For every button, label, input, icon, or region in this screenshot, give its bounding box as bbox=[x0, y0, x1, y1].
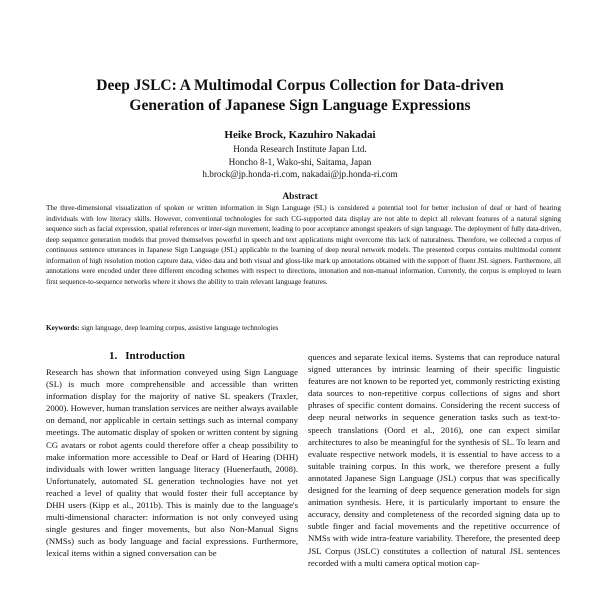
affiliation-block bbox=[100, 143, 500, 181]
section-heading bbox=[62, 349, 232, 363]
abstract-heading: Abstract bbox=[282, 192, 318, 202]
keywords-list: sign language, deep learning corpus, assistive language technologies bbox=[81, 324, 279, 332]
intro-right-column: quences and separate lexical items. Systems that can reproduce natural signed utterances by intrinsic learning of their specific linguistic features are not known to be reported yet, commonly restricting existing data sources to non-repetitive corpus collections of signs and short phrases of specific content domains. Considering the recent success of deep neural networks in sequence generation tasks such as text-to-speech translations (Oord et al., 2016), one can expect similar architectures to also be meaningful for the synthesis of SL. To learn and evaluate respective network models, it is essential to have access to a suitable training corpus. In this work, we therefore present a fully annotated Japanese Sign Language (JSL) corpus that was specifically designed for the learning of deep sequence generation models for sign animation synthesis. Here, it is particularly important to ensure the accuracy, density and completeness of the recorded signing data up to subtle finger and facial movements and the repetitive occurrence of NMSs with wide intra-feature variability. Therefore, the presented deep JSL Corpus (JSLC) constitutes a collection of natural JSL sentences recorded with a multi camera optical motion cap- bbox=[308, 352, 560, 568]
author-names: Heike Brock, Kazuhiro Nakadai bbox=[224, 129, 376, 141]
section-title: Introduction bbox=[125, 350, 185, 362]
keywords-line bbox=[46, 323, 561, 333]
section-number: 1. bbox=[109, 350, 118, 362]
affiliation-emails: h.brock@jp.honda-ri.com, nakadai@jp.honda-ri.com bbox=[202, 169, 398, 179]
affiliation-address: Honcho 8-1, Wako-shi, Saitama, Japan bbox=[228, 156, 372, 167]
paper-title: Deep JSLC: A Multimodal Corpus Collection for Data-driven Generation of Japanese Sign Language Expressions bbox=[96, 77, 504, 114]
keywords-label: Keywords: bbox=[46, 324, 80, 332]
affiliation-institution: Honda Research Institute Japan Ltd. bbox=[233, 144, 367, 154]
abstract-text: The three-dimensional visualization of spoken or written information in Sign Language (SL) is considered a potential tool for better inclusion of deaf or hard of hearing individuals with low literacy skills. However, conventional technologies for such CG-supported data display are not able to depict all relevant features of a natural signing sequence such as facial expression, spatial references or inter-sign movement, leading to poor acceptance amongst speakers of sign language. The deployment of fully data-driven, deep sequence generation models that proved themselves powerful in speech and text applications might overcome this lack of naturalness. Therefore, we collected a corpus of continuous sentence utterances in Japanese Sign Language (JSL) applicable to the learning of deep neural network models. The presented corpus contains multimodal content information of high resolution motion capture data, video data and both visual and gloss-like mark up annotations obtained with the support of fluent JSL signers. Furthermore, all annotations were encoded under three different encoding schemes with respect to directions, intonation and non-manual information. Currently, the corpus is employed to learn first sequence-to-sequence networks where it shows the ability to train relevant language features. bbox=[46, 204, 561, 286]
intro-left-column: Research has shown that information conveyed using Sign Language (SL) is much more comprehensible and accessible than written information display for the majority of native SL speakers (Traxler, 2000). However, human translation services are neither always available on demand, nor applicable in certain settings such as internal company meetings. The automatic display of spoken or written content by signing CG avatars or robot agents could therefore offer a cheap possibility to make information more accessible to Deaf or Hard of Hearing (DHH) individuals with lower written language literacy (Huenerfauth, 2008). Unfortunately, automated SL generation technologies have not yet reached a level of quality that would foster their full acceptance by DHH users (Kipp et al., 2011b). This is mainly due to the language's multi-dimensional character: information is not only conveyed using single gestures and finger movements, but also Non-Manual Signs (NMSs) such as body language and facial expressions. Furthermore, lexical items within a signed conversation can be bbox=[46, 367, 298, 559]
